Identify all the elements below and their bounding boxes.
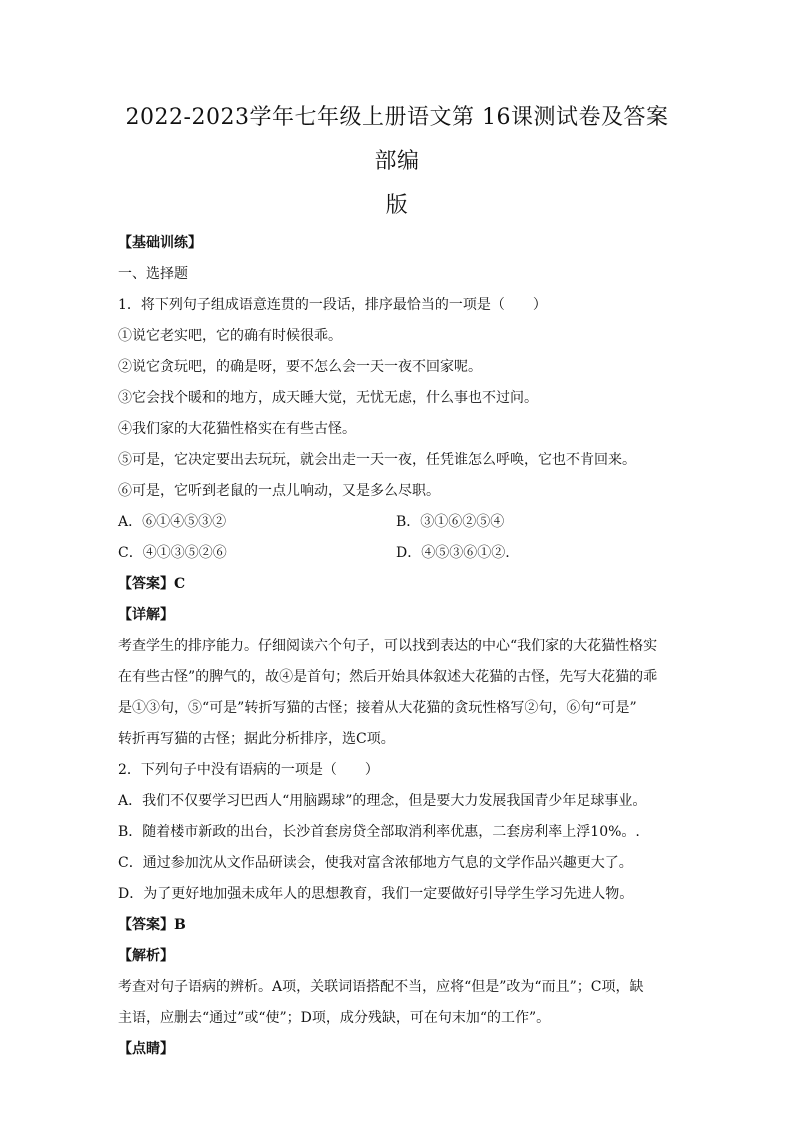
q2-option-b: B．随着楼市新政的出台，长沙首套房贷全部取消利率优惠，二套房利率上浮10%。. xyxy=(118,824,640,840)
q1-sentence-3: ③它会找个暖和的地方，成天睡大觉，无忧无虑，什么事也不过问。 xyxy=(118,390,538,406)
q1-sentence-4: ④我们家的大花猫性格实在有些古怪。 xyxy=(118,421,356,437)
q1-option-a: A．⑥①④⑤③② xyxy=(118,514,227,530)
section-choice-heading: 一、选择题 xyxy=(118,266,188,282)
q2-option-a: A．我们不仅要学习巴西人“用脑踢球”的理念，但是要大力发展我国青少年足球事业。 xyxy=(118,793,647,809)
q1-analysis-line-1: 考查学生的排序能力。仔细阅读六个句子，可以找到表达的中心“我们家的大花猫性格实 xyxy=(118,638,658,654)
title-line-2: 版 xyxy=(385,193,409,218)
q1-stem: 1．将下列句子组成语意连贯的一段话，排序最恰当的一项是（ ） xyxy=(118,297,547,313)
q2-stem: 2．下列句子中没有语病的一项是（ ） xyxy=(118,762,379,778)
q1-analysis-line-3: 是①③句，⑤“可是”转折写猫的古怪；接着从大花猫的贪玩性格写②句，⑥句“可是” xyxy=(118,700,637,716)
section-basic-training: 【基础训练】 xyxy=(118,235,202,251)
q1-sentence-5: ⑤可是，它决定要出去玩玩，就会出走一天一夜，任凭谁怎么呼唤，它也不肯回来。 xyxy=(118,452,636,468)
q1-analysis-label: 【详解】 xyxy=(118,607,174,623)
q1-sentence-1: ①说它老实吧，它的确有时候很乖。 xyxy=(118,328,342,344)
q2-analysis xyxy=(118,972,676,1034)
q2-answer: 【答案】B xyxy=(118,917,186,933)
q2-tip-label: 【点睛】 xyxy=(118,1041,174,1057)
q1-option-c: C．④①③⑤②⑥ xyxy=(118,545,227,561)
q2-option-c: C．通过参加沈从文作品研读会，使我对富含浓郁地方气息的文学作品兴趣更大了。 xyxy=(118,855,633,871)
q1-options-row-2 xyxy=(118,538,676,569)
q1-options-row-1 xyxy=(118,507,676,538)
q2-analysis-label: 【解析】 xyxy=(118,948,174,964)
document-title xyxy=(118,96,676,228)
q1-sentence-2: ②说它贪玩吧，的确是呀，要不怎么会一天一夜不回家呢。 xyxy=(118,359,482,375)
q2-analysis-line-1: 考查对句子语病的辨析。A项，关联词语搭配不当，应将“但是”改为“而且”；C项，缺 xyxy=(118,979,644,995)
q1-analysis-line-4: 转折再写猫的古怪；据此分析排序，选C项。 xyxy=(118,731,395,747)
q1-answer: 【答案】C xyxy=(118,576,186,592)
title-line-1: 2022-2023学年七年级上册语文第 16课测试卷及答案部编 xyxy=(125,105,669,174)
q1-analysis-line-2: 在有些古怪”的脾气的，故④是首句；然后开始具体叙述大花猫的古怪，先写大花猫的乖 xyxy=(118,669,658,685)
q2-option-d: D．为了更好地加强未成年人的思想教育，我们一定要做好引导学生学习先进人物。 xyxy=(118,886,634,902)
q1-sentence-6: ⑥可是，它听到老鼠的一点儿响动，又是多么尽职。 xyxy=(118,483,440,499)
q2-analysis-line-2: 主语，应删去“通过”或“使”；D项，成分残缺，可在句末加“的工作”。 xyxy=(118,1010,551,1026)
q1-option-b: B．③①⑥②⑤④ xyxy=(396,514,505,530)
q1-option-d: D．④⑤③⑥①②. xyxy=(396,545,510,561)
q1-analysis xyxy=(118,631,676,755)
